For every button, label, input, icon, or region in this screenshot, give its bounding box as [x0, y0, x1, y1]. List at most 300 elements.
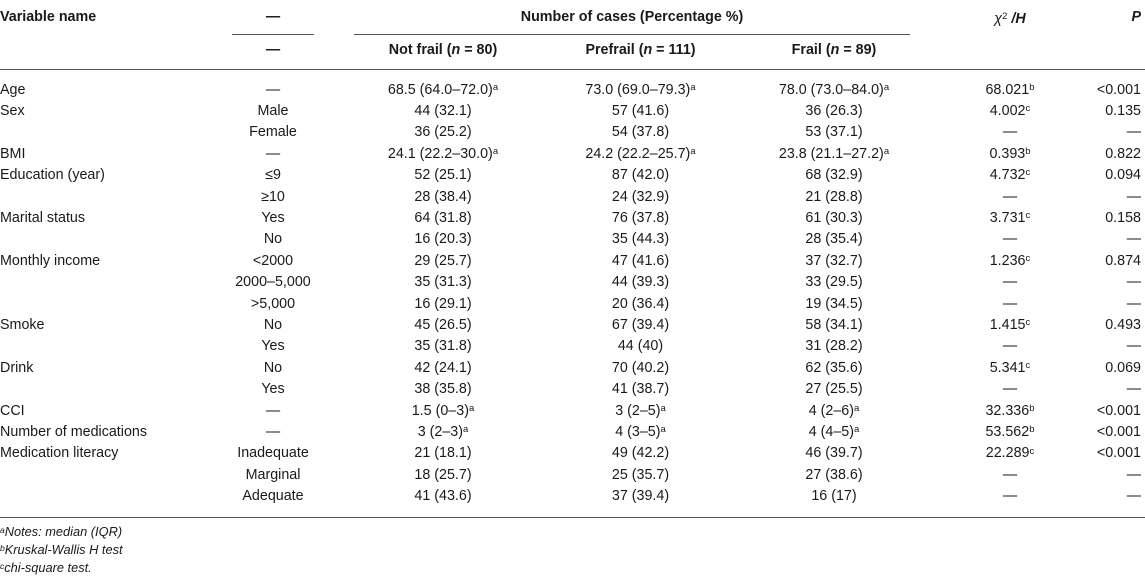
category-cell	[232, 336, 314, 357]
not-frail-cell	[354, 465, 532, 486]
header-group-label: Number of cases (Percentage %)	[520, 9, 744, 25]
variable-name-cell-text: Sex	[0, 102, 25, 119]
not-frail-cell	[354, 443, 532, 464]
statistic-cell-footnote: c	[1029, 445, 1035, 457]
p-value-cell	[1060, 80, 1141, 101]
prefrail-cell-text: 73.0 (69.0–79.3)	[585, 81, 691, 98]
statistic-cell-text: 5.341	[989, 359, 1026, 376]
table-row	[0, 101, 1145, 122]
frail-cell	[758, 144, 910, 165]
prefrail-cell-text: 49 (42.2)	[611, 445, 670, 462]
p-value-cell-text: 0.158	[1105, 209, 1141, 226]
prefrail-cell-footnote: a	[660, 424, 666, 436]
category-cell-text: >5,000	[250, 295, 296, 312]
not-frail-cell	[354, 165, 532, 186]
not-frail-cell	[354, 358, 532, 379]
p-value-cell	[1060, 272, 1141, 293]
not-frail-cell	[354, 336, 532, 357]
p-value-cell	[1060, 144, 1141, 165]
not-frail-cell-footnote: a	[468, 402, 475, 414]
table-bottom-rule	[0, 517, 1145, 518]
not-frail-cell-text: 35 (31.8)	[414, 338, 472, 355]
statistic-cell	[962, 422, 1058, 443]
p-value-cell-text: <0.001	[1096, 81, 1141, 98]
statistic-cell-text: 1.415	[989, 316, 1026, 333]
statistic-cell	[962, 315, 1058, 336]
header-stat-sup: 2	[1002, 11, 1008, 23]
frail-cell-footnote: a	[883, 145, 890, 157]
not-frail-cell-text: 16 (20.3)	[414, 231, 472, 248]
statistic-cell-text: —	[1002, 231, 1018, 248]
not-frail-cell	[354, 294, 532, 315]
prefrail-cell	[553, 208, 728, 229]
prefrail-cell-text: 67 (39.4)	[611, 316, 670, 333]
header-prefrail-value: = 111)	[652, 42, 696, 58]
not-frail-cell-text: 16 (29.1)	[414, 295, 472, 312]
not-frail-cell-text: 21 (18.1)	[414, 445, 472, 462]
category-cell	[232, 122, 314, 143]
statistic-cell-footnote: c	[1025, 317, 1031, 329]
table-row	[0, 122, 1145, 143]
statistic-cell-text: —	[1002, 188, 1018, 205]
not-frail-cell	[354, 251, 532, 272]
category-cell-text: <2000	[252, 252, 294, 269]
note-b-text: Kruskal-Wallis H test	[4, 542, 123, 557]
category-cell-text: —	[265, 423, 281, 440]
statistic-cell	[962, 229, 1058, 250]
p-value-cell-text: —	[1126, 274, 1141, 291]
p-value-cell-text: 0.493	[1105, 316, 1141, 333]
frail-cell-footnote: a	[854, 402, 860, 414]
not-frail-cell	[354, 101, 532, 122]
variable-name-cell	[0, 443, 118, 464]
variable-name-cell	[0, 251, 100, 272]
variable-name-cell-text: Education (year)	[0, 167, 105, 184]
header-stat-rest: /H	[1007, 11, 1026, 27]
p-value-cell	[1060, 294, 1141, 315]
prefrail-cell-text: 44 (39.3)	[611, 274, 670, 291]
frail-cell-text: 78.0 (73.0–84.0)	[778, 81, 884, 98]
frail-cell	[758, 465, 910, 486]
variable-name-cell-text: BMI	[0, 145, 26, 162]
not-frail-cell	[354, 486, 532, 507]
p-value-cell-text: 0.874	[1105, 252, 1141, 269]
category-cell-text: —	[265, 145, 281, 162]
frail-cell	[758, 272, 910, 293]
variable-name-cell-text: Monthly income	[0, 252, 101, 269]
p-value-cell-text: 0.069	[1105, 359, 1141, 376]
frail-cell-text: 46 (39.7)	[805, 445, 863, 462]
p-value-cell-text: 0.094	[1105, 167, 1141, 184]
category-cell-text: No	[263, 231, 283, 248]
variable-name-cell-text: Marital status	[0, 209, 86, 226]
statistic-cell-text: —	[1002, 488, 1018, 505]
p-value-cell	[1060, 187, 1141, 208]
frail-cell	[758, 379, 910, 400]
table-row	[0, 443, 1145, 464]
prefrail-cell-text: 3 (2–5)	[615, 402, 661, 419]
category-cell	[232, 486, 314, 507]
not-frail-cell	[354, 122, 532, 143]
p-value-cell	[1060, 101, 1141, 122]
statistic-cell-text: 22.289	[985, 445, 1030, 462]
prefrail-cell-footnote: a	[690, 81, 696, 93]
prefrail-cell-text: 87 (42.0)	[611, 167, 670, 184]
prefrail-cell	[553, 187, 728, 208]
frail-cell-text: 58 (34.1)	[805, 316, 863, 333]
category-cell	[232, 101, 314, 122]
not-frail-cell-text: 1.5 (0–3)	[411, 402, 469, 419]
frail-cell-text: 21 (28.8)	[805, 188, 863, 205]
statistic-cell	[962, 465, 1058, 486]
p-value-cell-text: —	[1126, 124, 1141, 141]
statistic-cell	[962, 187, 1058, 208]
statistic-cell	[962, 358, 1058, 379]
category-cell	[232, 358, 314, 379]
not-frail-cell-text: 18 (25.7)	[414, 466, 472, 483]
category-cell	[232, 208, 314, 229]
p-value-cell-text: 0.135	[1105, 102, 1141, 119]
frail-cell	[758, 486, 910, 507]
not-frail-cell	[354, 422, 532, 443]
not-frail-cell-text: 35 (31.3)	[414, 274, 472, 291]
statistic-cell	[962, 144, 1058, 165]
statistic-cell	[962, 272, 1058, 293]
prefrail-cell	[553, 101, 728, 122]
header-not-frail-value: = 80)	[460, 42, 498, 58]
prefrail-cell-text: 57 (41.6)	[611, 102, 670, 119]
statistic-cell-footnote: c	[1025, 103, 1031, 115]
not-frail-cell-text: 52 (25.1)	[414, 167, 472, 184]
p-value-cell-text: <0.001	[1096, 423, 1141, 440]
variable-name-cell	[0, 358, 33, 379]
statistic-cell-text: 3.731	[989, 209, 1026, 226]
category-cell	[232, 422, 314, 443]
not-frail-cell-footnote: a	[492, 145, 499, 157]
frail-cell-text: 4 (2–6)	[808, 402, 854, 419]
p-value-cell	[1060, 122, 1141, 143]
frail-cell	[758, 229, 910, 250]
statistic-cell-text: —	[1002, 381, 1018, 398]
prefrail-cell-text: 37 (39.4)	[611, 488, 670, 505]
category-cell-text: Marginal	[245, 466, 301, 483]
frail-cell	[758, 443, 910, 464]
category-cell-text: Male	[257, 102, 289, 119]
prefrail-cell	[553, 272, 728, 293]
frail-cell-text: 61 (30.3)	[805, 209, 863, 226]
header-stat-chi: χ	[994, 11, 1003, 27]
table-row	[0, 187, 1145, 208]
frail-cell-text: 27 (25.5)	[805, 381, 863, 398]
statistic-cell	[962, 294, 1058, 315]
header-not-frail-n: n	[451, 42, 461, 58]
p-value-cell	[1060, 379, 1141, 400]
not-frail-cell-text: 44 (32.1)	[414, 102, 472, 119]
note-c	[0, 559, 123, 577]
header-prefrail-n: n	[643, 42, 653, 58]
p-value-cell-text: —	[1126, 231, 1141, 248]
p-value-cell-text: —	[1126, 488, 1141, 505]
p-value-cell	[1060, 465, 1141, 486]
statistic-cell-footnote: c	[1025, 167, 1031, 179]
category-cell-text: 2000–5,000	[235, 274, 311, 291]
variable-name-cell-text: Drink	[0, 359, 34, 376]
header-p	[1060, 9, 1141, 25]
frail-cell	[758, 358, 910, 379]
frail-cell	[758, 165, 910, 186]
not-frail-cell-text: 68.5 (64.0–72.0)	[387, 81, 493, 98]
prefrail-cell-text: 47 (41.6)	[611, 252, 670, 269]
not-frail-cell	[354, 379, 532, 400]
frail-cell-footnote: a	[854, 424, 860, 436]
category-cell-text: Yes	[261, 338, 285, 355]
prefrail-cell	[553, 294, 728, 315]
statistic-cell	[962, 208, 1058, 229]
not-frail-cell-text: 42 (24.1)	[414, 359, 472, 376]
statistic-cell	[962, 80, 1058, 101]
p-value-cell-text: 0.822	[1105, 145, 1141, 162]
frail-cell-text: 36 (26.3)	[805, 102, 863, 119]
prefrail-cell-text: 76 (37.8)	[611, 209, 670, 226]
frail-cell	[758, 187, 910, 208]
frail-cell	[758, 122, 910, 143]
not-frail-cell-text: 28 (38.4)	[414, 188, 472, 205]
frail-cell	[758, 208, 910, 229]
prefrail-cell	[553, 122, 728, 143]
statistic-cell-footnote: b	[1029, 402, 1035, 414]
note-a	[0, 523, 123, 541]
variable-name-cell-text: Medication literacy	[0, 445, 119, 462]
header-not-frail	[354, 42, 532, 58]
not-frail-cell	[354, 80, 532, 101]
p-value-cell	[1060, 486, 1141, 507]
prefrail-cell	[553, 486, 728, 507]
frail-cell-text: 37 (32.7)	[805, 252, 863, 269]
not-frail-cell	[354, 272, 532, 293]
prefrail-cell-text: 44 (40)	[617, 338, 664, 355]
header-dash-top: —	[265, 9, 281, 25]
header-prefrail-label: Prefrail (	[585, 42, 644, 58]
frail-cell-text: 4 (4–5)	[808, 423, 854, 440]
note-a-text: Notes: median (IQR)	[4, 524, 123, 539]
not-frail-cell	[354, 187, 532, 208]
statistic-cell-footnote: c	[1025, 210, 1031, 222]
prefrail-cell	[553, 358, 728, 379]
category-cell	[232, 379, 314, 400]
p-value-cell-text: <0.001	[1096, 402, 1141, 419]
table-row	[0, 272, 1145, 293]
statistic-cell-text: 0.393	[989, 145, 1026, 162]
frail-cell	[758, 336, 910, 357]
header-dash-sub: —	[265, 42, 281, 58]
table-row	[0, 358, 1145, 379]
prefrail-cell-text: 20 (36.4)	[611, 295, 670, 312]
p-value-cell	[1060, 229, 1141, 250]
category-cell-text: No	[263, 316, 283, 333]
frail-cell	[758, 80, 910, 101]
table-row	[0, 294, 1145, 315]
p-value-cell	[1060, 336, 1141, 357]
table-row	[0, 401, 1145, 422]
header-frail-label: Frail (	[791, 42, 831, 58]
category-cell	[232, 144, 314, 165]
prefrail-cell-text: 4 (3–5)	[615, 423, 661, 440]
statistic-cell	[962, 486, 1058, 507]
category-cell	[232, 401, 314, 422]
variable-name-cell	[0, 208, 85, 229]
prefrail-cell	[553, 422, 728, 443]
p-value-cell	[1060, 165, 1141, 186]
table-row	[0, 229, 1145, 250]
category-cell	[232, 165, 314, 186]
statistic-cell	[962, 379, 1058, 400]
prefrail-cell-text: 35 (44.3)	[611, 231, 670, 248]
prefrail-cell	[553, 165, 728, 186]
p-value-cell-text: —	[1126, 188, 1141, 205]
category-cell-text: Female	[249, 124, 297, 141]
not-frail-cell-text: 29 (25.7)	[414, 252, 472, 269]
statistic-cell	[962, 251, 1058, 272]
statistic-cell-text: 68.021	[985, 81, 1030, 98]
variable-name-cell	[0, 144, 25, 165]
frail-cell-text: 27 (38.6)	[805, 466, 863, 483]
variable-name-cell-text: Number of medications	[0, 423, 148, 440]
header-frail-value: = 89)	[839, 42, 877, 58]
not-frail-cell-footnote: a	[492, 81, 499, 93]
statistic-cell-text: 53.562	[985, 423, 1030, 440]
table-row	[0, 315, 1145, 336]
prefrail-cell	[553, 229, 728, 250]
p-value-cell	[1060, 401, 1141, 422]
frail-cell-text: 23.8 (21.1–27.2)	[778, 145, 884, 162]
p-value-cell-text: —	[1126, 466, 1141, 483]
frail-cell-footnote: a	[883, 81, 890, 93]
note-a-sup: a	[0, 524, 5, 535]
note-c-sup: c	[0, 560, 5, 571]
category-cell-text: —	[265, 402, 281, 419]
statistic-cell	[962, 336, 1058, 357]
frail-cell	[758, 401, 910, 422]
table-row	[0, 165, 1145, 186]
prefrail-cell-text: 54 (37.8)	[611, 124, 670, 141]
p-value-cell-text: —	[1126, 381, 1141, 398]
statistic-cell-text: —	[1002, 124, 1018, 141]
category-cell	[232, 229, 314, 250]
category-cell	[232, 443, 314, 464]
statistic-cell	[962, 101, 1058, 122]
category-cell-text: —	[265, 81, 281, 98]
frail-cell-text: 19 (34.5)	[805, 295, 863, 312]
statistic-cell	[962, 401, 1058, 422]
not-frail-cell	[354, 401, 532, 422]
statistic-cell-footnote: b	[1025, 145, 1031, 157]
not-frail-cell-text: 24.1 (22.2–30.0)	[387, 145, 493, 162]
frail-cell-text: 33 (29.5)	[805, 274, 863, 291]
table-row	[0, 251, 1145, 272]
variable-name-cell-text: Smoke	[0, 316, 45, 333]
statistic-cell-footnote: b	[1029, 81, 1035, 93]
not-frail-cell-text: 36 (25.2)	[414, 124, 472, 141]
p-value-cell	[1060, 358, 1141, 379]
prefrail-cell-text: 41 (38.7)	[611, 381, 670, 398]
variable-name-cell-text: CCI	[0, 402, 25, 419]
not-frail-cell	[354, 229, 532, 250]
category-cell	[232, 465, 314, 486]
variable-name-cell	[0, 422, 147, 443]
not-frail-cell	[354, 208, 532, 229]
frail-cell	[758, 101, 910, 122]
table-row	[0, 208, 1145, 229]
not-frail-cell-text: 45 (26.5)	[414, 316, 472, 333]
frail-cell-text: 31 (28.2)	[805, 338, 863, 355]
header-dash-rule	[232, 34, 314, 35]
table-row	[0, 336, 1145, 357]
prefrail-cell	[553, 401, 728, 422]
p-value-cell	[1060, 208, 1141, 229]
table-row	[0, 144, 1145, 165]
note-b-sup: b	[0, 542, 5, 553]
prefrail-cell	[553, 336, 728, 357]
statistic-cell	[962, 122, 1058, 143]
statistic-cell-text: —	[1002, 295, 1018, 312]
frail-cell-text: 28 (35.4)	[805, 231, 863, 248]
p-value-cell	[1060, 443, 1141, 464]
category-cell-text: ≤9	[265, 167, 281, 184]
header-variable-name: Variable name	[0, 9, 97, 25]
variable-name-cell	[0, 101, 25, 122]
p-value-cell	[1060, 315, 1141, 336]
header-group-rule	[354, 34, 910, 35]
header-p-text: P	[1131, 9, 1141, 25]
not-frail-cell	[354, 315, 532, 336]
prefrail-cell	[553, 144, 728, 165]
prefrail-cell	[553, 465, 728, 486]
not-frail-cell-text: 3 (2–3)	[417, 423, 463, 440]
prefrail-cell	[553, 80, 728, 101]
frail-cell-text: 62 (35.6)	[805, 359, 863, 376]
table-notes	[0, 523, 123, 577]
statistic-cell-footnote: c	[1025, 252, 1031, 264]
header-prefrail	[553, 42, 728, 58]
header-frail	[758, 42, 910, 58]
frail-cell-text: 53 (37.1)	[805, 124, 863, 141]
statistic-cell-footnote: c	[1025, 359, 1031, 371]
statistic-cell-footnote: b	[1029, 424, 1035, 436]
statistic-cell-text: 32.336	[985, 402, 1030, 419]
prefrail-cell	[553, 315, 728, 336]
table-row	[0, 422, 1145, 443]
prefrail-cell	[553, 379, 728, 400]
table-row	[0, 80, 1145, 101]
note-c-text: chi-square test.	[4, 560, 92, 575]
statistic-cell-text: —	[1002, 338, 1018, 355]
prefrail-cell-text: 24.2 (22.2–25.7)	[585, 145, 691, 162]
frail-cell	[758, 294, 910, 315]
prefrail-cell-text: 25 (35.7)	[611, 466, 670, 483]
prefrail-cell-footnote: a	[660, 402, 666, 414]
category-cell-text: ≥10	[261, 188, 285, 205]
p-value-cell-text: —	[1126, 338, 1141, 355]
category-cell-text: Yes	[261, 209, 285, 226]
category-cell	[232, 272, 314, 293]
p-value-cell-text: —	[1126, 295, 1141, 312]
not-frail-cell-text: 41 (43.6)	[414, 488, 472, 505]
p-value-cell-text: <0.001	[1096, 445, 1141, 462]
frail-cell	[758, 251, 910, 272]
not-frail-cell-text: 64 (31.8)	[414, 209, 472, 226]
header-bottom-rule	[0, 69, 1145, 70]
statistic-cell-text: 1.236	[989, 252, 1026, 269]
